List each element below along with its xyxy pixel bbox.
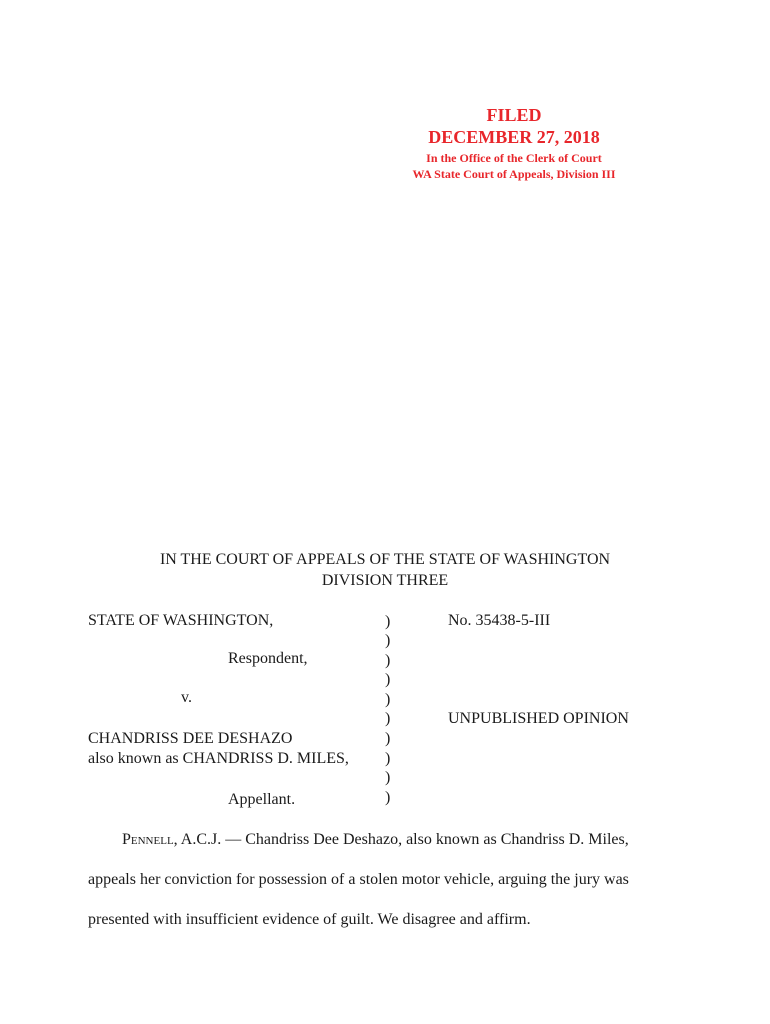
caption-paren: ) bbox=[385, 613, 391, 630]
caption-paren: ) bbox=[385, 750, 391, 767]
opinion-line-1-text: — Chandriss Dee Deshazo, also known as Chandriss D. Miles, bbox=[221, 831, 629, 848]
stamp-date: DECEMBER 27, 2018 bbox=[428, 127, 600, 147]
filed-stamp bbox=[400, 104, 628, 182]
caption-paren: ) bbox=[385, 632, 391, 649]
stamp-office: In the Office of the Clerk of Court bbox=[426, 151, 602, 165]
defendant-name: CHANDRISS DEE DESHAZO bbox=[88, 730, 293, 747]
opinion-line-2: appeals her conviction for possession of a stolen motor vehicle, arguing the jury was bbox=[88, 871, 629, 888]
caption-paren: ) bbox=[385, 730, 391, 747]
opinion-type: UNPUBLISHED OPINION bbox=[448, 710, 629, 727]
caption-paren: ) bbox=[385, 710, 391, 727]
caption-paren: ) bbox=[385, 769, 391, 786]
division-heading: DIVISION THREE bbox=[321, 572, 449, 589]
court-heading: IN THE COURT OF APPEALS OF THE STATE OF WASHINGTON bbox=[159, 551, 611, 568]
defendant-role: Appellant. bbox=[228, 791, 296, 808]
caption-paren: ) bbox=[385, 691, 391, 708]
opinion-author: Pennell, A.C.J. bbox=[122, 831, 222, 848]
caption-paren: ) bbox=[385, 652, 391, 669]
versus-label: v. bbox=[181, 689, 192, 706]
defendant-aka: also known as CHANDRISS D. MILES, bbox=[88, 750, 349, 767]
plaintiff-name: STATE OF WASHINGTON, bbox=[88, 612, 274, 629]
case-number: No. 35438-5-III bbox=[448, 612, 551, 629]
caption-paren: ) bbox=[385, 671, 391, 688]
stamp-filed: FILED bbox=[486, 105, 542, 125]
opinion-line-1 bbox=[122, 830, 629, 850]
caption-paren: ) bbox=[385, 789, 391, 806]
stamp-court: WA State Court of Appeals, Division III bbox=[412, 167, 616, 181]
opinion-line-3: presented with insufficient evidence of guilt. We disagree and affirm. bbox=[88, 911, 531, 928]
plaintiff-role: Respondent, bbox=[228, 650, 308, 667]
